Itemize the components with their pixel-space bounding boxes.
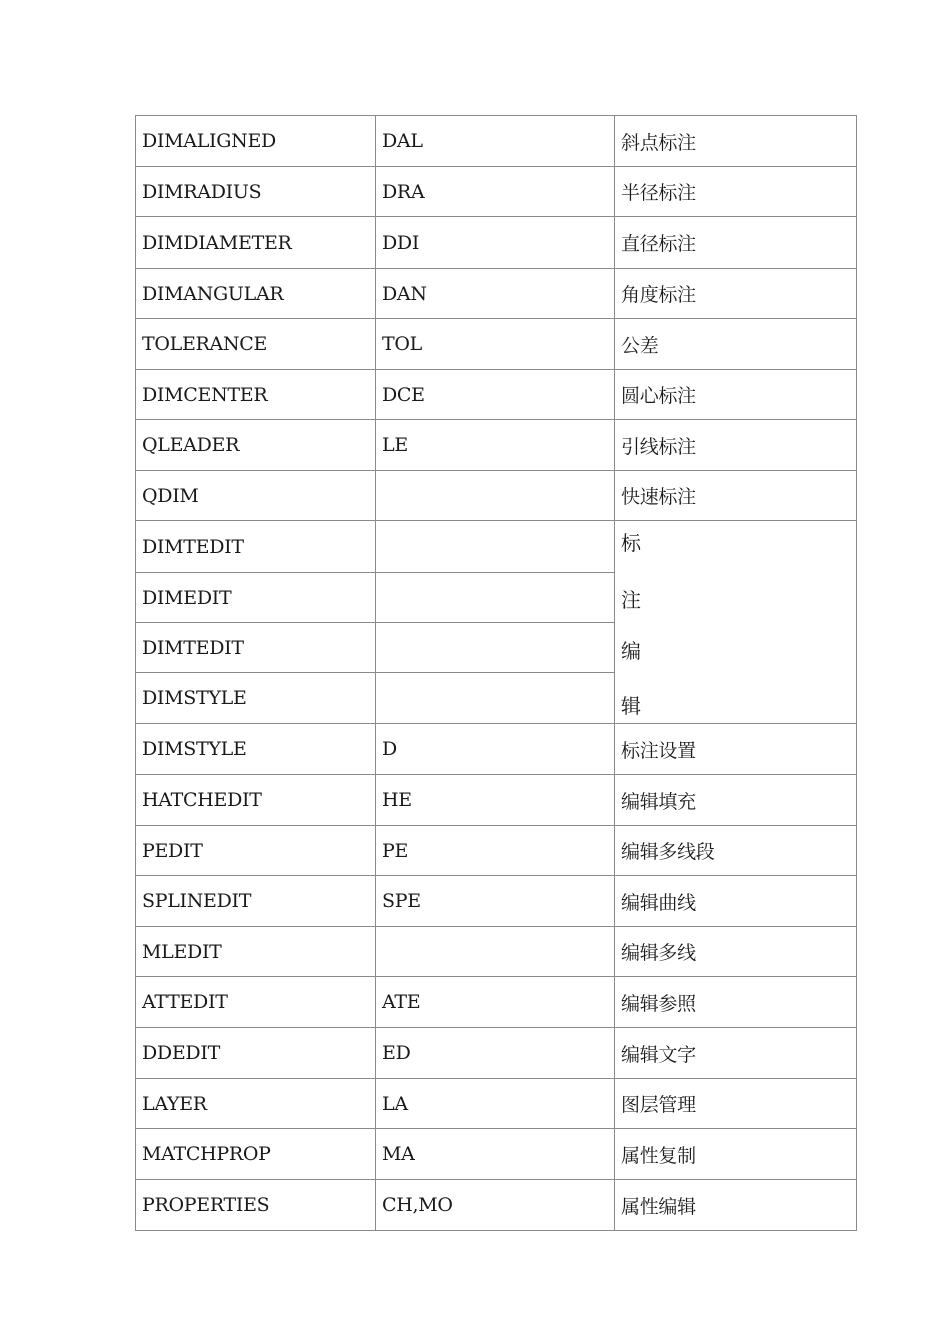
command-cell: PEDIT [136, 826, 376, 876]
merged-description-cell [615, 521, 857, 724]
command-cell: DIMALIGNED [136, 116, 376, 167]
command-cell: DIMSTYLE [136, 673, 376, 724]
description-cell: 编辑填充 [615, 775, 857, 826]
alias-cell [376, 573, 615, 623]
command-cell: QLEADER [136, 420, 376, 471]
table-row [136, 1028, 857, 1079]
alias-cell: ED [376, 1028, 615, 1079]
merged-description-char: 注 [621, 588, 641, 612]
alias-cell: DAL [376, 116, 615, 167]
table-row [136, 876, 857, 927]
alias-cell: LA [376, 1079, 615, 1129]
command-cell: DIMCENTER [136, 370, 376, 420]
table-row [136, 927, 857, 977]
description-cell: 编辑曲线 [615, 876, 857, 927]
table-row [136, 269, 857, 319]
alias-cell [376, 471, 615, 521]
table-row [136, 1129, 857, 1180]
description-cell: 引线标注 [615, 420, 857, 471]
description-cell: 斜点标注 [615, 116, 857, 167]
table-row [136, 521, 857, 573]
alias-cell: PE [376, 826, 615, 876]
command-cell: TOLERANCE [136, 319, 376, 370]
command-cell: DIMSTYLE [136, 724, 376, 775]
command-cell: DIMTEDIT [136, 623, 376, 673]
command-table [135, 115, 857, 1231]
command-cell: DIMRADIUS [136, 167, 376, 217]
description-cell: 圆心标注 [615, 370, 857, 420]
table-row [136, 1180, 857, 1231]
alias-cell: MA [376, 1129, 615, 1180]
description-cell: 属性复制 [615, 1129, 857, 1180]
alias-cell: D [376, 724, 615, 775]
table-row [136, 775, 857, 826]
alias-cell: HE [376, 775, 615, 826]
merged-description-char: 编 [621, 639, 641, 663]
description-cell: 标注设置 [615, 724, 857, 775]
command-cell: LAYER [136, 1079, 376, 1129]
description-cell: 编辑多线 [615, 927, 857, 977]
table-row [136, 319, 857, 370]
command-cell: DIMTEDIT [136, 521, 376, 573]
command-cell: SPLINEDIT [136, 876, 376, 927]
command-cell: MLEDIT [136, 927, 376, 977]
alias-cell: CH,MO [376, 1180, 615, 1231]
alias-cell: LE [376, 420, 615, 471]
table-row [136, 420, 857, 471]
command-cell: PROPERTIES [136, 1180, 376, 1231]
alias-cell: SPE [376, 876, 615, 927]
table-row [136, 217, 857, 269]
alias-cell: DAN [376, 269, 615, 319]
command-cell: DIMEDIT [136, 573, 376, 623]
table-row [136, 1079, 857, 1129]
command-cell: QDIM [136, 471, 376, 521]
alias-cell: TOL [376, 319, 615, 370]
description-cell: 编辑多线段 [615, 826, 857, 876]
description-cell: 半径标注 [615, 167, 857, 217]
alias-cell [376, 623, 615, 673]
table-row [136, 724, 857, 775]
description-cell: 直径标注 [615, 217, 857, 269]
description-cell: 图层管理 [615, 1079, 857, 1129]
command-cell: DIMDIAMETER [136, 217, 376, 269]
alias-cell: DDI [376, 217, 615, 269]
command-cell: DIMANGULAR [136, 269, 376, 319]
alias-cell [376, 673, 615, 724]
alias-cell: DCE [376, 370, 615, 420]
command-cell: MATCHPROP [136, 1129, 376, 1180]
alias-cell: DRA [376, 167, 615, 217]
command-cell: DDEDIT [136, 1028, 376, 1079]
table-row [136, 977, 857, 1028]
alias-cell [376, 927, 615, 977]
description-cell: 编辑文字 [615, 1028, 857, 1079]
table-row [136, 116, 857, 167]
table-row [136, 167, 857, 217]
alias-cell: ATE [376, 977, 615, 1028]
merged-description-char: 标 [621, 531, 641, 555]
description-cell: 快速标注 [615, 471, 857, 521]
command-cell: HATCHEDIT [136, 775, 376, 826]
description-cell: 编辑参照 [615, 977, 857, 1028]
alias-cell [376, 521, 615, 573]
command-cell: ATTEDIT [136, 977, 376, 1028]
description-cell: 公差 [615, 319, 857, 370]
merged-description-char: 辑 [621, 694, 641, 718]
table-row [136, 826, 857, 876]
table-row [136, 471, 857, 521]
description-cell: 角度标注 [615, 269, 857, 319]
table-row [136, 370, 857, 420]
description-cell: 属性编辑 [615, 1180, 857, 1231]
